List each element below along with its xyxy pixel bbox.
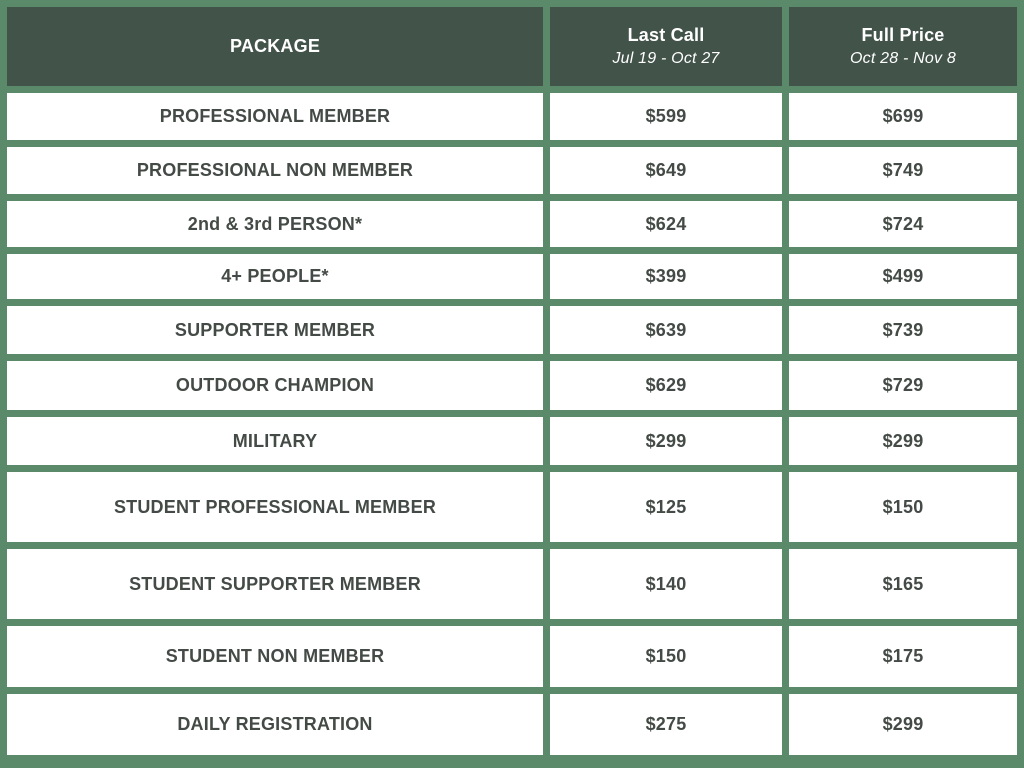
table-cell-full-price: $729	[789, 361, 1017, 410]
table-cell-package: STUDENT PROFESSIONAL MEMBER	[7, 472, 543, 542]
table-cell-package: PROFESSIONAL NON MEMBER	[7, 147, 543, 194]
table-cell-package: PROFESSIONAL MEMBER	[7, 93, 543, 140]
header-full-price-title: Full Price	[861, 25, 945, 45]
table-cell-package: STUDENT SUPPORTER MEMBER	[7, 549, 543, 619]
header-full-price	[789, 7, 1017, 86]
table-cell-package: 4+ PEOPLE*	[7, 254, 543, 299]
table-cell-full-price: $175	[789, 626, 1017, 687]
header-full-price-dates: Oct 28 - Nov 8	[850, 50, 956, 67]
table-cell-package: OUTDOOR CHAMPION	[7, 361, 543, 410]
table-cell-package: DAILY REGISTRATION	[7, 694, 543, 755]
table-cell-full-price: $165	[789, 549, 1017, 619]
table-cell-last-call: $150	[550, 626, 782, 687]
table-cell-last-call: $649	[550, 147, 782, 194]
table-cell-package: STUDENT NON MEMBER	[7, 626, 543, 687]
table-cell-full-price: $724	[789, 201, 1017, 247]
table-cell-last-call: $275	[550, 694, 782, 755]
table-cell-last-call: $125	[550, 472, 782, 542]
table-cell-package: 2nd & 3rd PERSON*	[7, 201, 543, 247]
table-cell-last-call: $299	[550, 417, 782, 465]
table-cell-full-price: $499	[789, 254, 1017, 299]
table-cell-full-price: $150	[789, 472, 1017, 542]
table-cell-last-call: $599	[550, 93, 782, 140]
table-cell-last-call: $624	[550, 201, 782, 247]
table-cell-full-price: $699	[789, 93, 1017, 140]
table-cell-package: SUPPORTER MEMBER	[7, 306, 543, 354]
table-cell-last-call: $140	[550, 549, 782, 619]
table-cell-full-price: $749	[789, 147, 1017, 194]
table-cell-full-price: $299	[789, 417, 1017, 465]
pricing-table	[7, 7, 1017, 755]
table-cell-full-price: $739	[789, 306, 1017, 354]
header-package	[7, 7, 543, 86]
header-package-label: PACKAGE	[229, 36, 321, 56]
header-last-call	[550, 7, 782, 86]
header-last-call-title: Last Call	[627, 25, 705, 45]
table-cell-last-call: $399	[550, 254, 782, 299]
header-last-call-dates: Jul 19 - Oct 27	[612, 50, 720, 67]
table-cell-last-call: $639	[550, 306, 782, 354]
table-cell-last-call: $629	[550, 361, 782, 410]
table-cell-package: MILITARY	[7, 417, 543, 465]
table-cell-full-price: $299	[789, 694, 1017, 755]
